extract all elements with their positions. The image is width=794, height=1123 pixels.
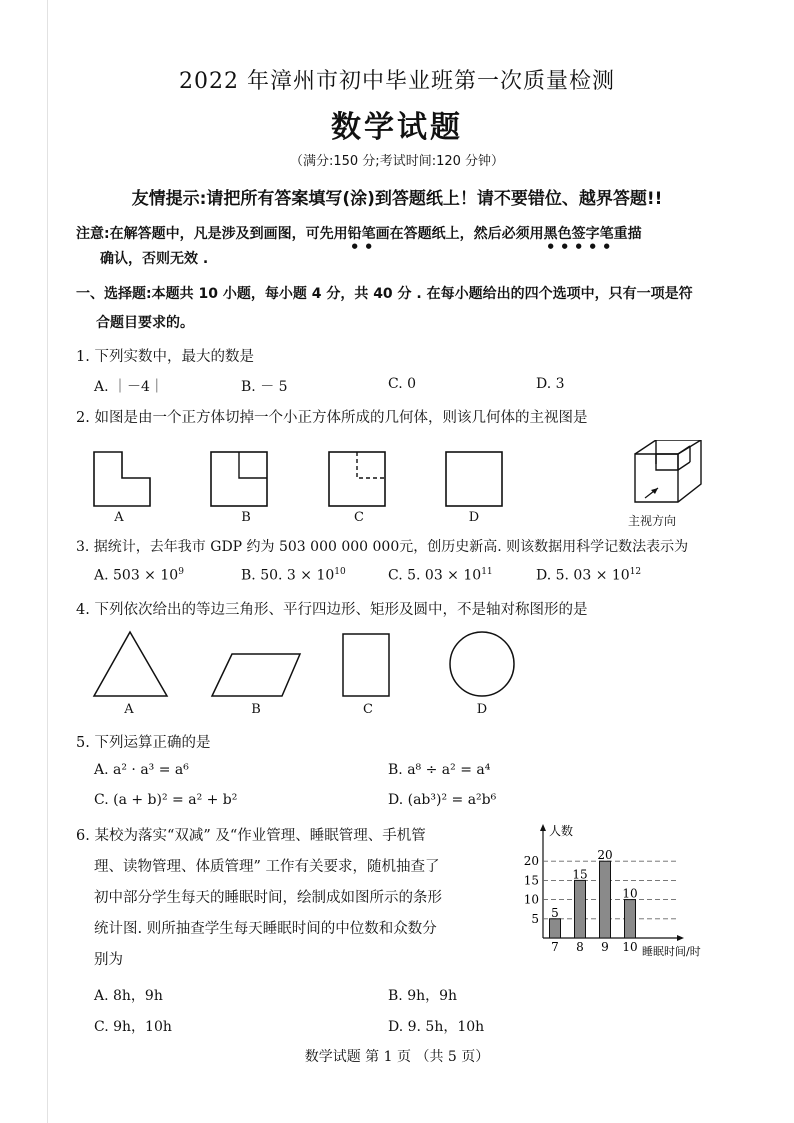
q3-option-a (94, 567, 184, 584)
exam-title: 2022 年漳州市初中毕业班第一次质量检测 (179, 69, 615, 94)
q3-option-b (241, 567, 346, 584)
notice-emphasis-pen: 黑色签字笔 (543, 226, 614, 242)
q6-option-c: C. 9h，10h (94, 1019, 172, 1035)
q4-parallelogram (212, 654, 300, 696)
q5-option-d: D. (ab³)² = a²b⁶ (388, 792, 497, 808)
notice-line-2: 确认，否则无效 . (100, 251, 209, 267)
q6-option-b: B. 9h，9h (388, 988, 458, 1004)
y-tick-label: 15 (523, 873, 539, 888)
bar-data-label: 10 (622, 886, 638, 901)
question-6-line-4: 统计图. 则所抽查学生每天睡眠时间的中位数和众数分 (94, 921, 437, 937)
bar-10 (625, 900, 636, 938)
q4-label-a: A (124, 702, 134, 717)
notice-line-1 (76, 220, 642, 250)
q3-b-exp: 10 (334, 567, 346, 577)
q4-label-d: D (476, 702, 488, 717)
q2-label-a: A (114, 510, 124, 525)
q1-option-b: B. － 5 (241, 379, 288, 395)
q4-triangle (94, 632, 167, 696)
section-heading-cont: 合题目要求的。 (96, 315, 194, 331)
q2-view-label: 主视方向 (628, 514, 677, 528)
q4-label-b: B (251, 702, 261, 717)
question-5-stem: 5. 下列运算正确的是 (76, 735, 211, 751)
question-6-line-5: 别为 (94, 952, 123, 968)
question-4-stem: 4. 下列依次给出的等边三角形、平行四边形、矩形及圆中，不是轴对称图形的是 (76, 602, 588, 618)
q4-figures (80, 626, 530, 702)
x-axis-label: 睡眠时间/时 (642, 945, 701, 958)
notice-text: 注意:在解答题中，凡是涉及到画图，可先用 (76, 226, 348, 242)
q3-d-base: D. 5. 03 × 10 (536, 567, 630, 584)
q4-circle (450, 632, 514, 696)
x-tick-label: 10 (622, 940, 638, 954)
question-1-stem: 1. 下列实数中，最大的数是 (76, 349, 254, 365)
friendly-tip: 友情提示:请把所有答案填写(涂)到答题纸上！请不要错位、越界答题!! (131, 189, 663, 209)
sleep-time-bar-chart (518, 818, 738, 963)
x-tick-label: 8 (576, 940, 584, 954)
y-tick-label: 20 (523, 854, 539, 869)
question-6-line-2: 理、读物管理、体质管理” 工作有关要求，随机抽查了 (94, 859, 440, 875)
q4-label-c: C (363, 702, 373, 717)
y-axis-label: 人数 (549, 824, 574, 838)
view-direction-arrow-icon (645, 488, 658, 498)
q2-figure-c (329, 452, 385, 506)
y-axis-arrow-icon (540, 824, 546, 831)
question-2-stem: 2. 如图是由一个正方体切掉一个小正方体所成的几何体，则该几何体的主视图是 (76, 410, 588, 426)
q5-option-c: C. (a + b)² = a² + b² (94, 792, 238, 808)
q2-label-d: D (468, 510, 480, 525)
q4-rectangle (343, 634, 389, 696)
q3-d-exp: 12 (629, 567, 642, 577)
q5-option-b: B. a⁸ ÷ a² = a⁴ (388, 762, 491, 778)
q3-option-d (536, 567, 641, 584)
exam-meta: （满分:150 分;考试时间:120 分钟） (289, 154, 505, 169)
q2-label-b: B (241, 510, 251, 525)
q2-solid-figure (635, 440, 701, 502)
q1-option-c: C. 0 (388, 376, 417, 392)
q6-option-a: A. 8h，9h (94, 988, 163, 1004)
q1-option-a: A. ｜－4｜ (94, 379, 164, 395)
question-6-line-3: 初中部分学生每天的睡眠时间，绘制成如图所示的条形 (94, 890, 442, 906)
notice-text: 画在答题纸上，然后必须用 (375, 226, 544, 242)
bar-7 (550, 919, 561, 938)
notice-emphasis-pencil: 铅笔 (347, 226, 376, 242)
q3-b-base: B. 50. 3 × 10 (241, 567, 335, 584)
subject-title: 数学试题 (331, 110, 463, 145)
q2-figure-b (211, 452, 267, 506)
q5-option-a: A. a² · a³ = a⁶ (94, 762, 189, 778)
section-heading: 一、选择题:本题共 10 小题，每小题 4 分，共 40 分 . 在每小题给出的四个选项中，只有一项是符 (76, 286, 693, 302)
x-tick-label: 9 (601, 940, 609, 954)
q6-option-d: D. 9. 5h，10h (388, 1019, 485, 1035)
bar-data-label: 20 (597, 848, 613, 863)
x-tick-label: 7 (551, 940, 559, 954)
q3-c-exp: 11 (481, 567, 493, 577)
q3-option-c (388, 567, 493, 584)
question-6-line-1: 6. 某校为落实“双减” 及“作业管理、睡眠管理、手机管 (76, 828, 426, 844)
question-3-stem: 3. 据统计，去年我市 GDP 约为 503 000 000 000元，创历史新高. 则该数据用科学记数法表示为 (76, 539, 689, 555)
bar-data-label: 5 (551, 905, 559, 920)
y-tick-label: 5 (531, 911, 539, 926)
q2-figure-d (446, 452, 502, 506)
q3-a-exp: 9 (178, 567, 184, 577)
q2-figures (80, 440, 720, 530)
q3-a-base: A. 503 × 10 (94, 567, 179, 584)
page-footer: 数学试题 第 1 页 （共 5 页） (304, 1049, 490, 1065)
bar-8 (575, 880, 586, 938)
q2-figure-a (94, 452, 150, 506)
notice-text: 重描 (613, 226, 642, 242)
y-tick-label: 10 (523, 892, 539, 907)
q2-label-c: C (354, 510, 364, 525)
q3-c-base: C. 5. 03 × 10 (388, 567, 482, 584)
bar-9 (600, 861, 611, 938)
bar-data-label: 15 (572, 867, 588, 882)
x-axis-arrow-icon (677, 935, 684, 941)
q1-option-d: D. 3 (536, 376, 565, 392)
